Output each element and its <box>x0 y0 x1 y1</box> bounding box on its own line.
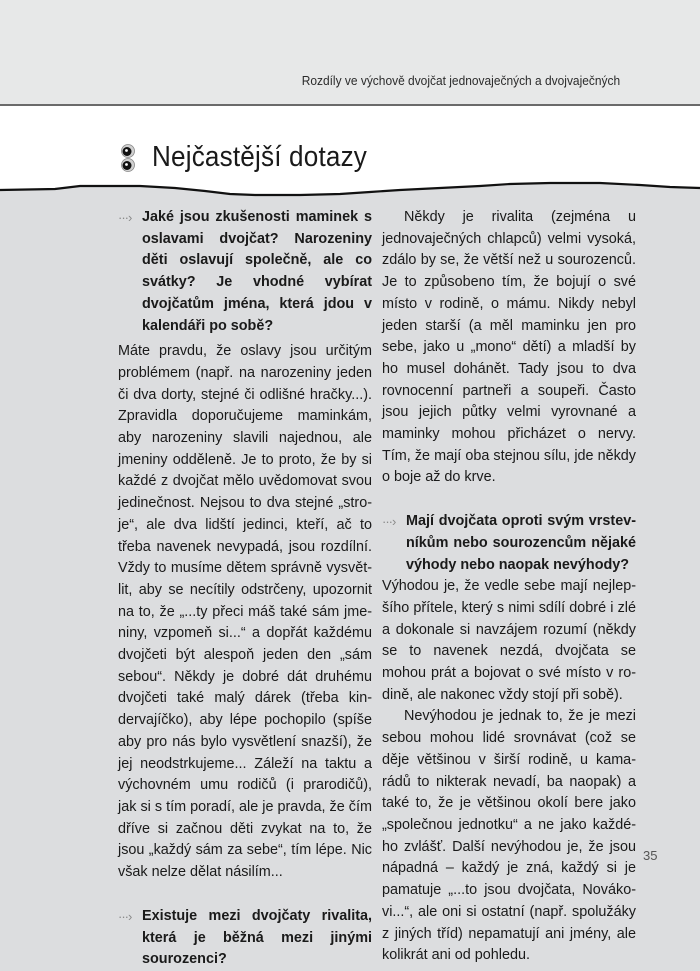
section-heading: Nejčastější dotazy <box>152 141 368 173</box>
right-column <box>382 207 636 967</box>
answer-3a: Výhodou je, že vedle sebe mají nejlepšího přítele, který s nimi sdílí dobré i zlé a dokonale si navzájem rozumí (někdy se to navenek nezdá, dvojčata se mohou prát a bojovat o své místo v rodině, ale nakonec vždy stojí při sobě). <box>382 578 636 703</box>
running-header <box>0 0 700 106</box>
question-1-text: Jaké jsou zkušenosti maminek s oslavami dvojčat? Narozeniny děti oslavují společně, ale co svátky? Je vhodné vybírat dvojčatům jména, která jdou v kalendáři po sobě? <box>142 209 372 334</box>
question-3-text: Mají dvojčata oproti svým vrstevníkům nebo sourozencům nějaké výhody nebo naopak nevýhody? <box>406 513 636 573</box>
question-2 <box>118 906 372 971</box>
arrow-right-dotted-icon: ···› <box>118 908 132 924</box>
question-2-text: Existuje mezi dvojčaty rivalita, která je běžná mezi jinými sourozenci? <box>142 907 372 968</box>
question-3 <box>382 511 636 576</box>
answer-2: Někdy je rivalita (zejména u jednovaječných chlapců) velmi vysoká, zdálo by se, že větší než u sourozenců. Je to způsobeno tím, že bojují o své místo v rodině, o mámu. Nikdy nebyl jeden starší (a měl maminku jen pro sebe, jako u „mono“ dětí) a mladší by ho musel dohánět. Tady jsou to dva rovnocenní partneři a soupeři. Často jsou jejich půtky velmi vyrovnané a maminky mohou přicházet o nervy. Tím, že mají oba stejnou sílu, jde někdy o boje až do krve. <box>382 209 636 486</box>
page-number: 35 <box>643 848 658 863</box>
wave-divider <box>0 180 700 204</box>
left-column <box>118 207 372 971</box>
question-1 <box>118 207 372 337</box>
twin-circles-icon <box>120 143 136 173</box>
running-head-text: Rozdíly ve výchově dvojčat jednovaječných a dvojvaječných <box>301 73 620 88</box>
section-title <box>120 141 391 174</box>
answer-3b: Nevýhodou je jednak to, že je mezi sebou mohou lidé srovnávat (což se děje většinou v širší rodině, u kamarádů to nikterak nevadí, ba naopak) a také to, že je většinou okolí bere jako „společnou jednotku“ a ne jako každého zvlášť. Další nevýhodou je, že jsou nápadná – každý je zná, každý si je pamatuje „...to jsou dvojčata, Novákovi...“, ale oni si ostatní (např. spolužáky z jiných tříd) nepamatují ani jmény, ale kolikrát ani od pohledu. <box>382 708 636 964</box>
answer-1: Máte pravdu, že oslavy jsou určitým problémem (např. na narozeniny jeden či dva dorty, stejné či odlišné hračky...). Zpravidla doporučujeme maminkám, aby narozeniny slavili najednou, ale jmeniny odděleně. Je to proto, že by si každé z dvojčat mělo uvědomovat svou jedinečnost. Nejsou to dva stejné „stroje“, ale dva lidští jedinci, kteří, ač to třeba navenek nevypadá, jsou rozdílní. Vždy to musíme dětem správně vysvětlit, aby se necítily odstrčeny, upozornit na to, že „...ty přeci máš také sám jmeniny, vzpomeň si...“ a dopřát každému dvojčeti být alespoň jeden den „sám sebou“. Někdy je dobré dát druhému dvojčeti také malý dárek (třeba kindervajíčko), aby lépe pochopilo (spíše aby pro nás bylo vysvětlení snazší), že jej neodstrkujeme... Záleží na taktu a výchovném umu rodičů (i prarodičů), jak si s tím poradí, ale je pravda, že čím dříve si začnou děti zvykat na to, že jsou „každý sám za sebe“, tím lépe. Nic však nelze dělat násilím... <box>118 343 372 881</box>
arrow-right-dotted-icon: ···› <box>382 514 396 530</box>
arrow-right-dotted-icon: ···› <box>118 210 132 225</box>
